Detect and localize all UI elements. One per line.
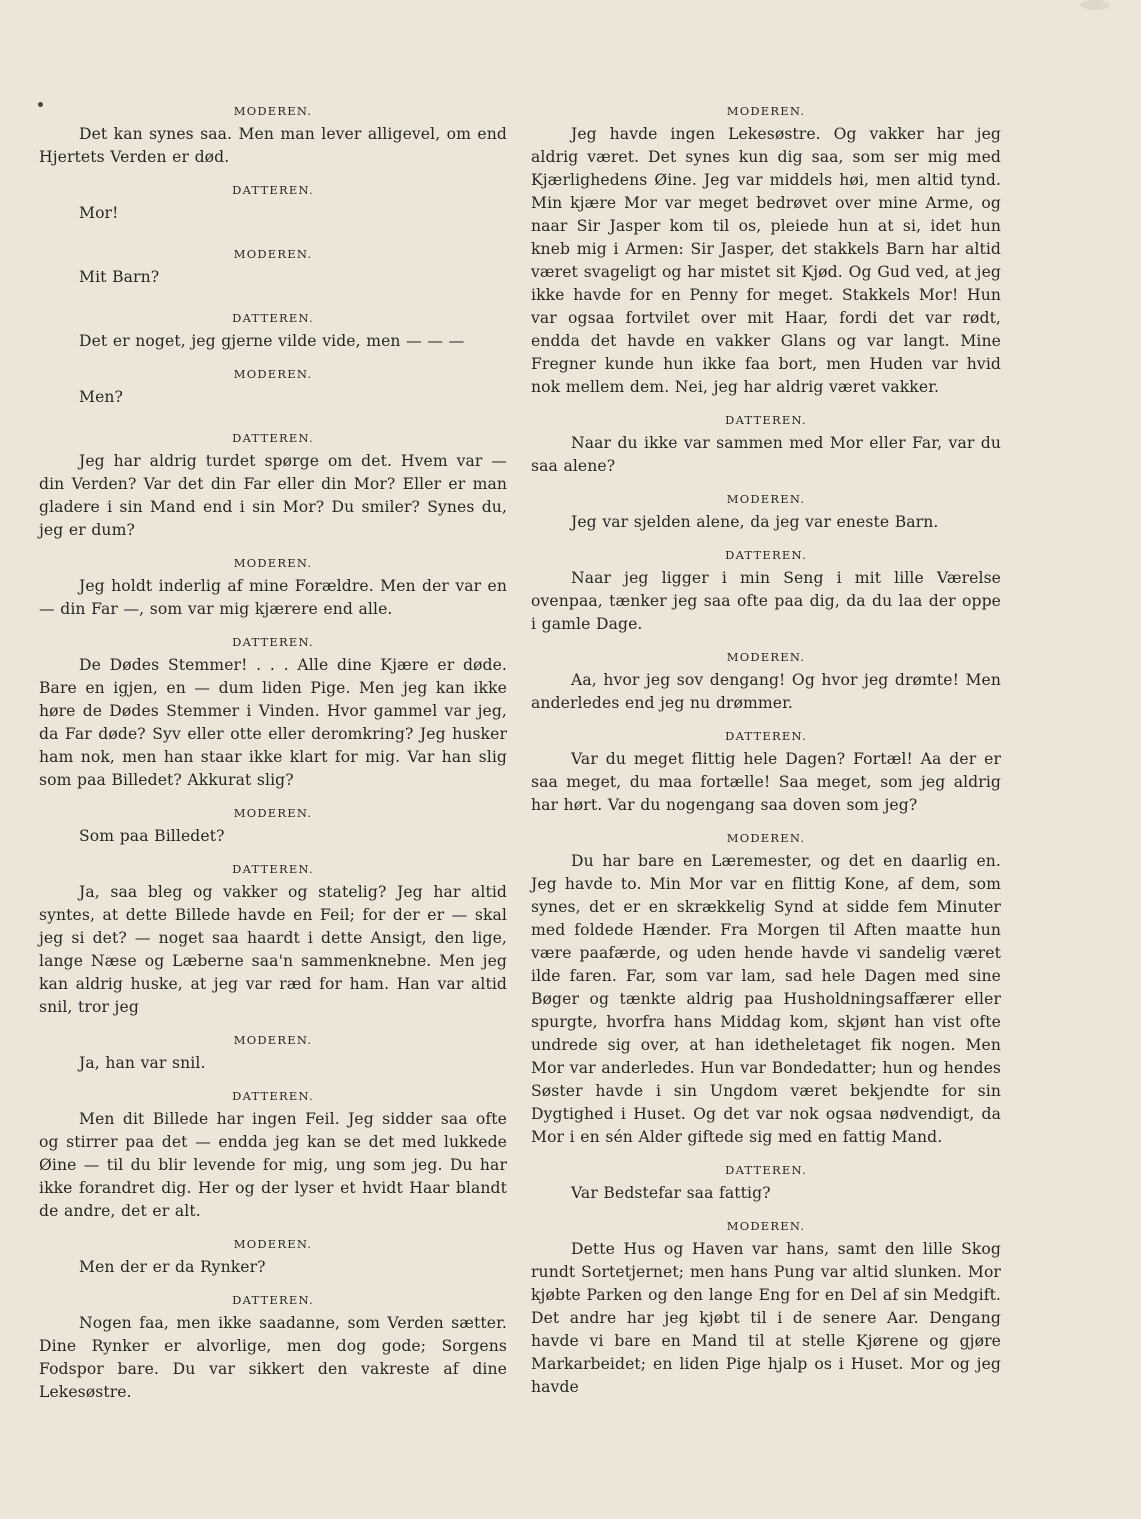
speech-text: Naar du ikke var sammen med Mor eller Far, var du saa alene? bbox=[531, 434, 1001, 475]
dialogue-block bbox=[531, 492, 1001, 534]
dialogue-block bbox=[39, 311, 507, 353]
speech-text: Dette Hus og Haven var hans, samt den lille Skog rundt Sortetjernet; men hans Pung var altid slunken. Mor kjøbte Parken og den lange Eng for en Del af sin Medgift. Det andre har jeg kjøbt til i de senere Aar. Dengang havde vi bare en Mand til at stelle Kjørene og gjøre Markarbeidet; en liden Pige hjalp os i Huset. Mor og jeg havde bbox=[531, 1240, 1001, 1396]
speech-text: Men der er da Rynker? bbox=[79, 1258, 266, 1276]
dialogue-block bbox=[39, 431, 507, 542]
speech-text: Jeg var sjelden alene, da jeg var eneste Barn. bbox=[571, 513, 939, 531]
speech-text: Du har bare en Læremester, og det en daarlig en. Jeg havde to. Min Mor var en flittig Kone, af dem, som synes, det er en skrækkelig Synd at sidde fem Minuter med foldede Hænder. Fra Morgen til Aften maatte hun være paafærde, og uden hende havde vi sandelig været ilde faren. Far, som var lam, sad hele Dagen med sine Bøger og tænkte aldrig paa Husholdningsaffærer eller spurgte, hvorfra hans Middag kom, skjønt han vist ofte undrede sig over, at han idetheletaget fik nogen. Men Mor var anderledes. Hun var Bondedatter; hun og hendes Søster havde i sin Ungdom været bekjendte for sin Dygtighed i Huset. Og det var nok ogsaa nødvendigt, da Mor i en sén Alder giftede sig med en fattig Mand. bbox=[531, 852, 1001, 1146]
speaker-name: MODEREN. bbox=[726, 650, 806, 664]
speaker-name: DATTEREN. bbox=[232, 183, 314, 197]
speaker-name: MODEREN. bbox=[726, 104, 806, 118]
speech-text: Som paa Billedet? bbox=[79, 827, 225, 845]
speaker-name: MODEREN. bbox=[726, 831, 806, 845]
dialogue-block bbox=[39, 1237, 507, 1279]
speaker-name: DATTEREN. bbox=[232, 1293, 314, 1307]
speech-text: Men? bbox=[79, 388, 123, 406]
speaker-name: DATTEREN. bbox=[232, 311, 314, 325]
speaker-name: DATTEREN. bbox=[232, 431, 314, 445]
dialogue-block bbox=[531, 413, 1001, 478]
right-column bbox=[531, 104, 1001, 1399]
speech-text: Jeg holdt inderlig af mine Forældre. Men der var en — din Far —, som var mig kjærere end alle. bbox=[39, 577, 507, 618]
speaker-name: MODEREN. bbox=[233, 104, 313, 118]
dialogue-block bbox=[39, 104, 507, 169]
dialogue-block bbox=[39, 367, 507, 409]
speech-text: Mor! bbox=[79, 204, 119, 222]
speaker-name: DATTEREN. bbox=[725, 729, 807, 743]
dialogue-block bbox=[531, 1219, 1001, 1399]
speaker-name: MODEREN. bbox=[233, 247, 313, 261]
dialogue-block bbox=[531, 650, 1001, 715]
speech-text: Nogen faa, men ikke saadanne, som Verden sætter. Dine Rynker er alvorlige, men dog gode; Sorgens Fodspor bare. Du var sikkert den vakreste af dine Lekesøstre. bbox=[39, 1314, 507, 1401]
speaker-name: MODEREN. bbox=[233, 367, 313, 381]
speech-text: Det kan synes saa. Men man lever alligevel, om end Hjertets Verden er død. bbox=[39, 125, 507, 166]
dialogue-block bbox=[39, 1089, 507, 1223]
speech-text: Var Bedstefar saa fattig? bbox=[571, 1184, 771, 1202]
speech-text: Mit Barn? bbox=[79, 268, 160, 286]
dialogue-block bbox=[39, 247, 507, 289]
speaker-name: DATTEREN. bbox=[725, 1163, 807, 1177]
paper-stain bbox=[1080, 0, 1110, 10]
speech-text: Ja, saa bleg og vakker og statelig? Jeg har altid syntes, at dette Billede havde en Feil; for der er — skal jeg si det? — noget saa haardt i dette Ansigt, den lige, lange Næse og Læberne saa'n sammenknebne. Men jeg kan aldrig huske, at jeg var ræd for ham. Han var altid snil, tror jeg bbox=[39, 883, 507, 1016]
dialogue-block bbox=[39, 635, 507, 792]
dialogue-block bbox=[531, 104, 1001, 399]
dialogue-block bbox=[531, 1163, 1001, 1205]
speaker-name: DATTEREN. bbox=[232, 862, 314, 876]
speaker-name: MODEREN. bbox=[233, 1237, 313, 1251]
dialogue-block bbox=[531, 729, 1001, 817]
dialogue-block bbox=[531, 548, 1001, 636]
speech-text: Men dit Billede har ingen Feil. Jeg sidder saa ofte og stirrer paa det — endda jeg kan se det med lukkede Øine — til du blir levende for mig, ung som jeg. Du har ikke forandret dig. Her og der lyser et hvidt Haar blandt de andre, det er alt. bbox=[39, 1110, 507, 1220]
speech-text: De Dødes Stemmer! . . . Alle dine Kjære er døde. Bare en igjen, en — dum liden Pige. Men jeg kan ikke høre de Dødes Stemmer i Vinden. Hvor gammel var jeg, da Far døde? Syv eller otte eller deromkring? Jeg husker ham nok, men han staar ikke klart for mig. Var han slig som paa Billedet? Akkurat slig? bbox=[39, 656, 507, 789]
dialogue-block bbox=[39, 556, 507, 621]
dialogue-block bbox=[39, 1293, 507, 1404]
dialogue-block bbox=[531, 831, 1001, 1149]
speaker-name: MODEREN. bbox=[726, 1219, 806, 1233]
speaker-name: MODEREN. bbox=[233, 806, 313, 820]
speaker-name: DATTEREN. bbox=[725, 413, 807, 427]
speaker-name: MODEREN. bbox=[726, 492, 806, 506]
speech-text: Naar jeg ligger i min Seng i mit lille Værelse ovenpaa, tænker jeg saa ofte paa dig, da du laa der oppe i gamle Dage. bbox=[531, 569, 1001, 633]
speech-text: Ja, han var snil. bbox=[79, 1054, 206, 1072]
speaker-name: MODEREN. bbox=[233, 556, 313, 570]
speech-text: Jeg havde ingen Lekesøstre. Og vakker har jeg aldrig været. Det synes kun dig saa, som ser mig med Kjærlighedens Øine. Jeg var middels høi, men altid tynd. Min kjære Mor var meget bedrøvet over mine Arme, og naar Sir Jasper kom til os, pleiede hun at si, idet hun kneb mig i Armen: Sir Jasper, det stakkels Barn har altid været svageligt og har mistet sit Kjød. Og Gud ved, at jeg ikke havde for en Penny for meget. Stakkels Mor! Hun var ogsaa fortvilet over mit Haar, fordi det var rødt, endda det havde en vakker Glans og var langt. Mine Fregner kunde hun ikke faa bort, men Huden var hvid nok mellem dem. Nei, jeg har aldrig været vakker. bbox=[531, 125, 1001, 396]
dialogue-block bbox=[39, 183, 507, 225]
speaker-name: DATTEREN. bbox=[232, 635, 314, 649]
dialogue-block bbox=[39, 1033, 507, 1075]
speaker-name: DATTEREN. bbox=[725, 548, 807, 562]
speech-text: Var du meget flittig hele Dagen? Fortæl! Aa der er saa meget, du maa fortælle! Saa meget, som jeg aldrig har hørt. Var du nogengang saa doven som jeg? bbox=[531, 750, 1001, 814]
speech-text: Aa, hvor jeg sov dengang! Og hvor jeg drømte! Men anderledes end jeg nu drømmer. bbox=[531, 671, 1001, 712]
dialogue-block bbox=[39, 806, 507, 848]
left-column bbox=[39, 104, 507, 1404]
speech-text: Det er noget, jeg gjerne vilde vide, men — — — bbox=[79, 332, 465, 350]
speaker-name: DATTEREN. bbox=[232, 1089, 314, 1103]
speaker-name: MODEREN. bbox=[233, 1033, 313, 1047]
speech-text: Jeg har aldrig turdet spørge om det. Hvem var — din Verden? Var det din Far eller din Mor? Eller er man gladere i sin Mand end i sin Mor? Du smiler? Synes du, jeg er dum? bbox=[39, 452, 507, 539]
dialogue-block bbox=[39, 862, 507, 1019]
